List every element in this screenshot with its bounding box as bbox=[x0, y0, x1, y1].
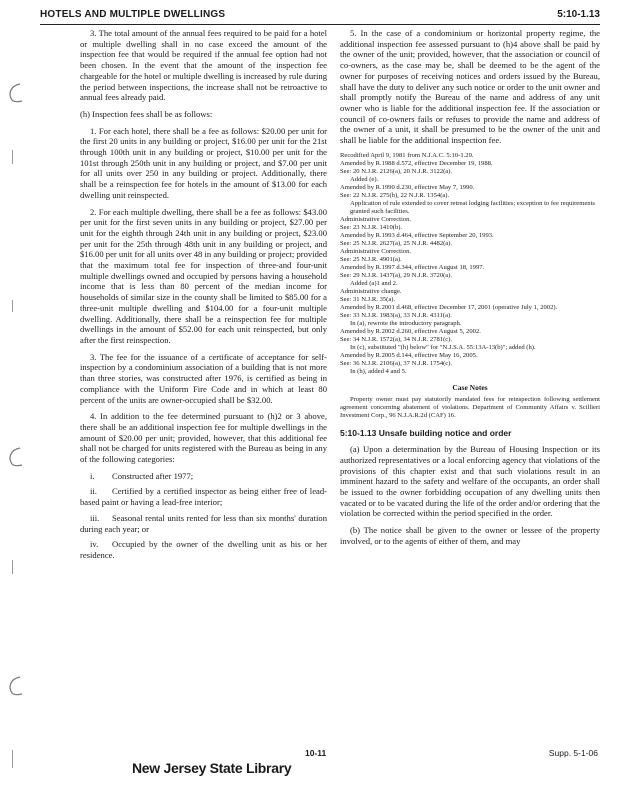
paragraph-h: (h) Inspection fees shall be as follows: bbox=[80, 108, 213, 119]
library-stamp: New Jersey State Library bbox=[132, 760, 292, 776]
paragraph-h5: 5. In the case of a condominium or horizontal property regime, the additional inspection fee assessed pursuant to (h)4 above shall be paid by the owner of the unit; provided, however, that the association or council of co-owners, as the case may be, shall be deemed to be the agent of the owner for purposes of receiving notices and orders issued by the Bureau, shall have the duty to deliver any such notice or order to the unit owner and shall promptly notify the Bureau of the name and address of any unit owner who is liable for the additional inspection fee. If the association or council of co-owners fails or refuses to provide the name and address of the owner of a unit, it shall be presumed to be the owner of the unit and shall be liable for the additional inspection fee. bbox=[340, 28, 600, 146]
page-number: 10-11 bbox=[305, 748, 327, 758]
history-line: Amended by R.1988 d.572, effective December 19, 1988. bbox=[340, 159, 493, 167]
list-item-text: Occupied by the owner of the dwelling unit as his or her residence. bbox=[80, 539, 327, 560]
paragraph-g3: 3. The total amount of the annual fees required to be paid for a hotel or multiple dwelling shall in no case exceed the amount of the inspection fee that would be required if the annual fee option had not been chosen. In the event that the amount of the inspection fee chargeable for the hotel or multiple dwelling is increased by rule during the period between inspections, the increase shall not be retroactive to annual fees already paid. bbox=[80, 28, 327, 103]
history-line: See: 25 N.J.R. 4901(a). bbox=[340, 255, 402, 263]
paragraph-b: (b) The notice shall be given to the owner or lessee of the property involved, or to the agents of either of them, and may bbox=[340, 525, 600, 546]
margin-tick bbox=[12, 150, 13, 164]
header-section-number: 5:10-1.13 bbox=[557, 9, 600, 20]
paragraph-h3: 3. The fee for the issuance of a certificate of acceptance for self-inspection by a condominium association of a building that is not more than three stories, was constructed after 1976, is certified as being in compliance with the Uniform Fire Code and in which at least 80 percent of the units are owner-occupied shall be $32.00. bbox=[80, 351, 327, 405]
history-line: Administrative Correction. bbox=[340, 215, 412, 223]
right-column bbox=[340, 28, 600, 552]
supplement-date: Supp. 5-1-06 bbox=[548, 748, 598, 758]
history-line: Application of rule extended to cover retreat lodging facilities; exception to fee requirements granted such facilities. bbox=[350, 199, 595, 215]
history-line: See: 22 N.J.R. 275(b), 22 N.J.R. 1354(a). bbox=[340, 191, 450, 199]
list-item bbox=[80, 486, 327, 507]
list-item-text: Seasonal rental units rented for less than six months' duration during each year; or bbox=[80, 512, 327, 534]
history-line: See: 23 N.J.R. 1410(b). bbox=[340, 223, 403, 231]
list-item-text: Constructed after 1977; bbox=[112, 470, 194, 481]
list-item-text: Certified by a certified inspector as being either free of lead-based paint or having a lead-free interior; bbox=[80, 486, 327, 508]
history-line: Administrative change. bbox=[340, 287, 402, 295]
history-line: See: 29 N.J.R. 1437(a), 29 N.J.R. 3720(a). bbox=[340, 271, 453, 279]
running-header bbox=[40, 6, 600, 25]
case-notes-heading: Case Notes bbox=[452, 382, 488, 392]
history-line: Amended by R.1993 d.464, effective September 20, 1993. bbox=[340, 231, 494, 239]
history-line: See: 25 N.J.R. 2627(a), 25 N.J.R. 4482(a). bbox=[340, 239, 453, 247]
paragraph-h1: 1. For each hotel, there shall be a fee as follows: $20.00 per unit for the first 20 units in any building or project, $16.00 per unit for the 21st through 100th unit in any building or project, $10.00 per unit for the 101st through 250th unit in any building or project, and $7.00 per unit for all units over 250 in any building or project. Additionally, there shall be a reinspection fee for hotels in the amount of $13.00 for each dwelling unit reinspected. bbox=[80, 125, 327, 200]
history-line: See: 33 N.J.R. 1983(a), 33 N.J.R. 4311(a). bbox=[340, 311, 452, 319]
binding-mark-icon bbox=[2, 446, 26, 468]
list-item-label: iv. bbox=[90, 539, 99, 550]
list-item bbox=[80, 471, 327, 482]
list-item-label: i. bbox=[90, 470, 95, 481]
history-line: In (a), rewrote the introductory paragraph. bbox=[350, 319, 462, 327]
section-heading: 5:10-1.13 Unsafe building notice and order bbox=[340, 428, 512, 439]
history-line: See: 20 N.J.R. 2126(a), 20 N.J.R. 3122(a). bbox=[340, 167, 453, 175]
paragraph-a: (a) Upon a determination by the Bureau of Housing Inspection or its authorized representatives or a local enforcing agency that violations of the provisions of this chapter exist and that such violations result in an imminent hazard to the safety and welfare of the occupants, an order shall be issued to the owner forbidding occupation of any dwelling units then vacated or to be vacated during the life of the order and/or ordering that the violation be corrected within the period specified in the order. bbox=[340, 444, 600, 519]
history-line: See: 34 N.J.R. 1572(a), 34 N.J.R. 2781(c). bbox=[340, 335, 453, 343]
history-line: Added (a)1 and 2. bbox=[350, 279, 398, 287]
binding-mark-icon bbox=[2, 82, 26, 104]
binding-mark-icon bbox=[2, 675, 26, 697]
history-line: Recodified April 9, 1981 from N.J.A.C. 5:10-1.29. bbox=[340, 151, 474, 159]
amendment-history bbox=[340, 152, 600, 376]
history-line: See: 36 N.J.R. 2106(a), 37 N.J.R. 1754(c). bbox=[340, 359, 453, 367]
margin-tick bbox=[12, 750, 13, 768]
history-line: Amended by R.2001 d.468, effective December 17, 2001 (operative July 1, 2002). bbox=[340, 303, 558, 311]
case-note: Property owner must pay statutorily mandated fees for reinspection following settlement agreement concerning abatement of violations. Department of Community Affairs v. Scillieri Investment Corp., 96 N.J.A.R.2d (CAF) 16. bbox=[340, 396, 600, 420]
history-line: Added (e). bbox=[350, 175, 379, 183]
list-item bbox=[80, 513, 327, 534]
margin-tick bbox=[12, 560, 13, 574]
history-line: Amended by R.2002 d.260, effective August 5, 2002. bbox=[340, 327, 481, 335]
paragraph-h2: 2. For each multiple dwelling, there shall be a fee as follows: $43.00 per unit for the first seven units in any building or project, $27.00 per unit for the eighth through 24th unit in any building or project, $23.00 per unit for the 25th through 48th unit in any building or project, and $16.00 per unit for all units over 48 in any building or project; provided that the maximum total fee for inspection of three-and four-unit multiple dwellings owned and occupied by persons having a household income that is less than 80 percent of the median income for households of similar size in the county shall be limited to $85.00 for a three-unit multiple dwelling and $104.00 for a four-unit multiple dwelling. Additionally, there shall be a reinspection fee for multiple dwellings in the amount of $52.00 for each unit reinspected, but only after the first reinspection. bbox=[80, 206, 327, 345]
history-line: Administrative Correction. bbox=[340, 247, 412, 255]
header-title: HOTELS AND MULTIPLE DWELLINGS bbox=[40, 9, 226, 20]
left-column bbox=[80, 28, 327, 566]
history-line: Amended by R.1997 d.344, effective August 18, 1997. bbox=[340, 263, 485, 271]
list-item-label: ii. bbox=[90, 486, 97, 497]
list-item-label: iii. bbox=[90, 512, 100, 523]
history-line: See: 31 N.J.R. 35(a). bbox=[340, 295, 396, 303]
paragraph-h4: 4. In addition to the fee determined pursuant to (h)2 or 3 above, there shall be an additional inspection fee for multiple dwellings in the amount of $20.00 per unit; provided, however, that this additional fee shall not be charged for units registered with the Bureau as being in any of the following categories: bbox=[80, 411, 327, 465]
history-line: Amended by R.2005 d.144, effective May 16, 2005. bbox=[340, 351, 478, 359]
history-line: In (c), substituted "(h) below" for "N.J.S.A. 55:13A-13(b)"; added (h). bbox=[350, 343, 536, 351]
history-line: In (h), added 4 and 5. bbox=[350, 367, 407, 375]
list-item bbox=[80, 539, 327, 560]
margin-tick bbox=[12, 300, 13, 312]
history-line: Amended by R.1990 d.230, effective May 7, 1990. bbox=[340, 183, 475, 191]
